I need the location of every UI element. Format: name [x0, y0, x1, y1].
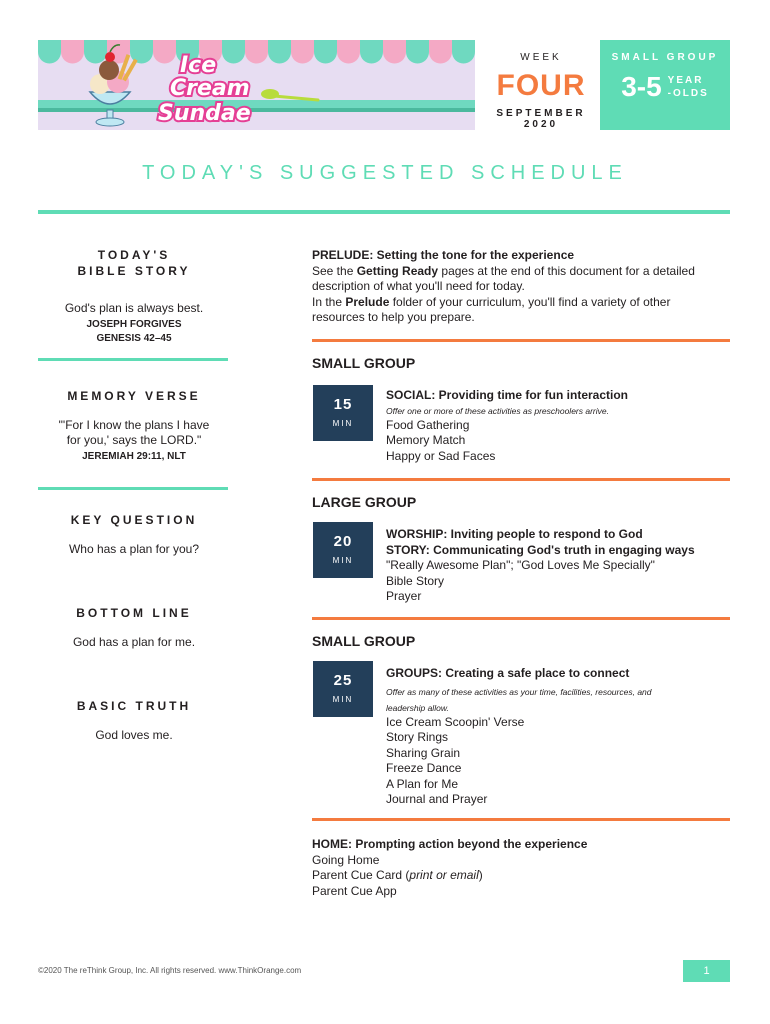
awning-scallop: [429, 40, 452, 64]
age-range: 3-5: [621, 71, 662, 102]
memory-verse-heading: MEMORY VERSE: [67, 389, 201, 403]
sidebar-divider: [38, 358, 228, 361]
list-item: Prayer: [386, 589, 422, 603]
awning-scallop: [452, 40, 475, 64]
bible-story-section: [38, 247, 230, 346]
bottom-line-text: God has a plan for me.: [72, 635, 196, 649]
list-item: Parent Cue App: [312, 883, 397, 898]
groups-block: [386, 666, 730, 808]
bottom-line-section: [38, 605, 230, 650]
awning-scallop: [153, 40, 176, 64]
memory-verse-line-2: for you,' says the LORD.": [66, 433, 202, 447]
age-word-year: YEAR: [667, 75, 704, 86]
logo-line-1: Ice: [180, 53, 217, 78]
section-divider: [312, 617, 730, 620]
week-number: FOUR: [496, 69, 586, 102]
age-words: [668, 74, 709, 100]
list-item: Happy or Sad Faces: [386, 448, 496, 463]
social-title: SOCIAL: Providing time for fun interaction: [386, 388, 629, 402]
title-divider: [38, 210, 730, 214]
list-item: Parent Cue Card (print or email): [312, 868, 483, 882]
groups-title: GROUPS: Creating a safe place to connect: [386, 666, 630, 680]
group-label: SMALL GROUP: [611, 52, 719, 63]
awning-scallop: [130, 40, 153, 64]
prelude-line-3: In the Prelude folder of your curriculum, you'll find a variety of other: [312, 294, 671, 309]
awning-scallop: [383, 40, 406, 64]
key-question-heading: KEY QUESTION: [70, 513, 198, 527]
groups-note-1: Offer as many of these activities as your time, facilities, resources, and: [386, 686, 652, 697]
list-item: Food Gathering: [386, 417, 470, 432]
basic-truth-text: God loves me.: [95, 728, 173, 742]
age-group-box: [600, 40, 730, 130]
awning-scallop: [314, 40, 337, 64]
list-item: Freeze Dance: [386, 761, 462, 775]
awning-scallop: [360, 40, 383, 64]
list-item: A Plan for Me: [386, 776, 459, 791]
list-item: Memory Match: [386, 433, 466, 447]
minutes-badge: [313, 661, 373, 717]
list-item: Sharing Grain: [386, 745, 461, 760]
memory-verse-line-1: "'For I know the plans I have: [58, 418, 210, 432]
getting-ready-link: Getting Ready: [356, 263, 439, 278]
awning-scallop: [406, 40, 429, 64]
section-divider: [312, 818, 730, 821]
story-title: STORY: Communicating God's truth in engaging ways: [386, 542, 695, 557]
age-word-olds: -OLDS: [667, 88, 709, 99]
bible-story-text: God's plan is always best.: [64, 301, 204, 315]
prelude-line-2: description of what you'll need for today.: [312, 279, 525, 293]
social-note: Offer one or more of these activities as preschoolers arrive.: [386, 405, 609, 416]
page-title: TODAY'S SUGGESTED SCHEDULE: [142, 162, 628, 184]
awning-scallop: [84, 40, 107, 64]
week-label: WEEK: [520, 52, 562, 63]
minutes-label: MIN: [332, 419, 354, 428]
page-number: 1: [683, 960, 730, 982]
bible-story-heading-1: TODAY'S: [97, 248, 171, 262]
prelude-line-1: See the Getting Ready pages at the end of this document for a detailed: [312, 263, 695, 278]
bible-story-heading-2: BIBLE STORY: [77, 264, 191, 278]
logo-line-3: Sundae: [158, 101, 251, 126]
key-question-section: [38, 512, 230, 557]
bible-story-title: JOSEPH FORGIVES: [86, 319, 182, 330]
bible-story-reference: GENESIS 42–45: [96, 333, 172, 344]
minutes-label: MIN: [332, 695, 354, 704]
prelude-title: PRELUDE: Setting the tone for the experience: [312, 248, 575, 262]
prelude-line-4: resources to help you prepare.: [312, 310, 475, 324]
memory-verse-reference: JEREMIAH 29:11, NLT: [82, 451, 186, 462]
awning-scallop: [337, 40, 360, 64]
small-group-heading: SMALL GROUP: [312, 633, 416, 649]
week-box: [484, 40, 598, 130]
home-title: HOME: Prompting action beyond the experience: [312, 837, 588, 851]
logo-artwork: [38, 40, 475, 130]
awning-scallop: [268, 40, 291, 64]
minutes-value: 15: [333, 396, 353, 413]
minutes-label: MIN: [332, 556, 354, 565]
awning-icon: [38, 40, 475, 64]
worship-title: WORSHIP: Inviting people to respond to God: [386, 527, 643, 541]
section-divider: [312, 478, 730, 481]
awning-scallop: [222, 40, 245, 64]
minutes-badge: [313, 522, 373, 578]
home-section: [312, 837, 730, 899]
prelude-folder: Prelude: [345, 294, 390, 309]
groups-note-2: leadership allow.: [386, 702, 449, 713]
worship-story-block: [386, 527, 730, 605]
minutes-badge: [313, 385, 373, 441]
basic-truth-heading: BASIC TRUTH: [76, 699, 192, 713]
prelude-section: [312, 248, 730, 326]
minutes-value: 25: [333, 672, 353, 689]
awning-scallop: [61, 40, 84, 64]
month-label: SEPTEMBER 2020: [496, 108, 586, 130]
list-item: Story Rings: [386, 730, 449, 744]
list-item: Journal and Prayer: [386, 792, 488, 806]
section-divider: [312, 339, 730, 342]
ice-cream-sundae-logo: [38, 40, 475, 130]
minutes-value: 20: [333, 533, 353, 550]
awning-scallop: [291, 40, 314, 64]
basic-truth-section: [38, 698, 230, 743]
list-item: Bible Story: [386, 573, 445, 588]
bottom-line-heading: BOTTOM LINE: [76, 606, 192, 620]
list-item: "Really Awesome Plan"; "God Loves Me Specially": [386, 558, 655, 572]
small-group-heading: SMALL GROUP: [312, 355, 416, 371]
list-item: Ice Cream Scoopin' Verse: [386, 714, 525, 729]
key-question-text: Who has a plan for you?: [68, 542, 200, 556]
large-group-heading: LARGE GROUP: [312, 494, 417, 510]
awning-scallop: [38, 40, 61, 64]
memory-verse-section: [38, 388, 230, 464]
age-row: [600, 72, 730, 102]
list-item: Going Home: [312, 852, 380, 867]
logo-line-2: Cream: [170, 76, 250, 101]
awning-scallop: [245, 40, 268, 64]
sidebar-divider: [38, 487, 228, 490]
copyright-notice: ©2020 The reThink Group, Inc. All rights reserved. www.ThinkOrange.com: [38, 966, 302, 975]
social-block: [386, 388, 730, 464]
